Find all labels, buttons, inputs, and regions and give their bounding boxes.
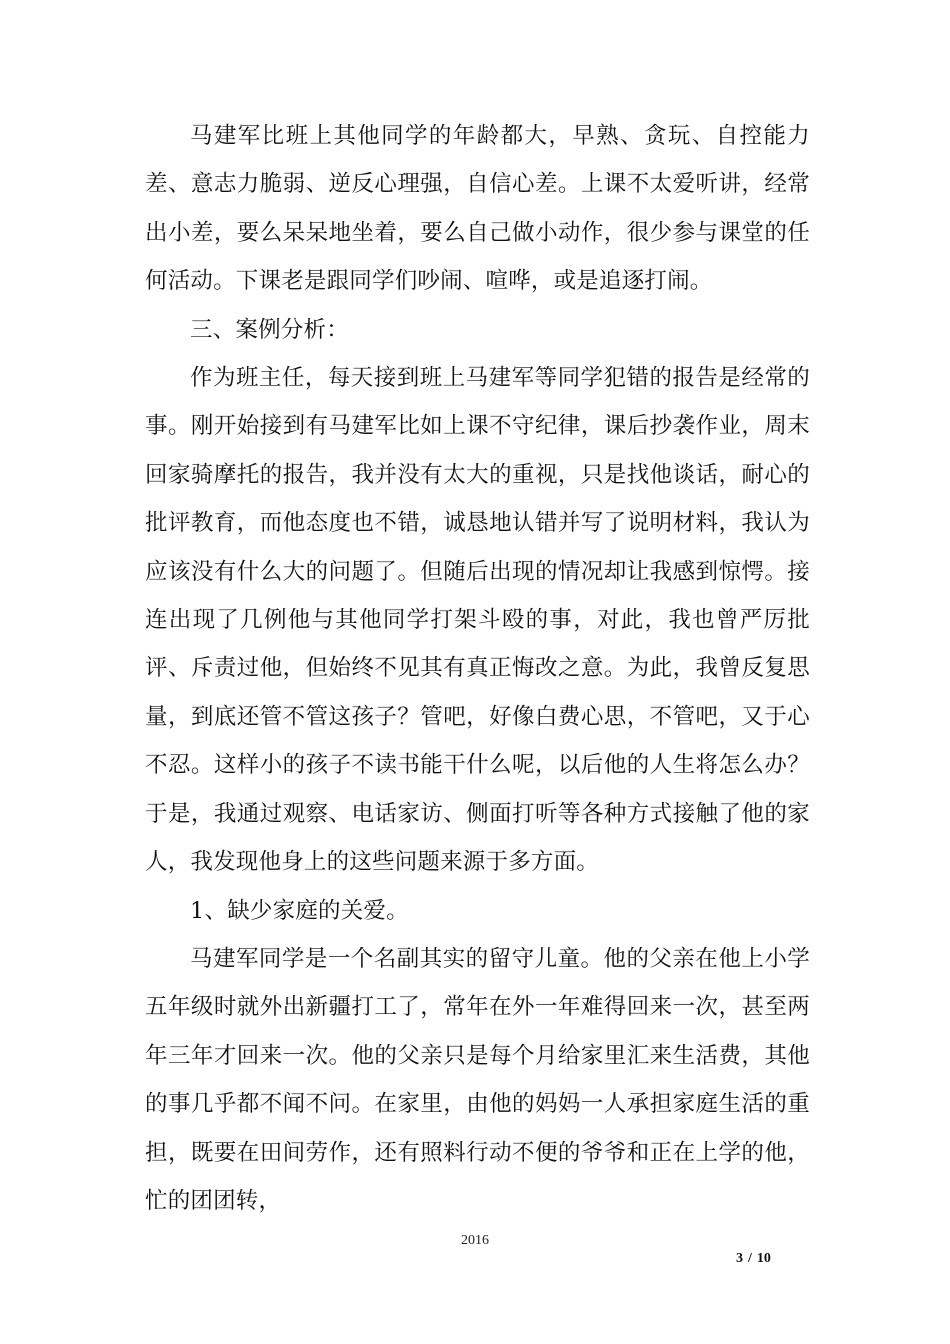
paragraph-student-description: 马建军比班上其他同学的年龄都大，早熟、贪玩、自控能力差、意志力脆弱、逆反心理强，自信心差。上课不太爱听讲，经常出小差，要么呆呆地坐着，要么自己做小动作，很少参与课堂的任何活动。下课老是跟同学们吵闹、喧哗，或是追逐打闹。 [145, 123, 810, 295]
footer-year: 2016 [461, 1233, 489, 1248]
document-body [145, 112, 810, 1225]
paragraph-left-behind-child: 马建军同学是一个名副其实的留守儿童。他的父亲在他上小学五年级时就外出新疆打工了，常年在外一年难得回来一次，甚至两年三年才回来一次。他的父亲只是每个月给家里汇来生活费，其他的事几乎都不闻不问。在家里，由他的妈妈一人承担家庭生活的重担，既要在田间劳作，还有照料行动不便的爷爷和正在上学的他，忙的团团转， [145, 945, 810, 1214]
page-total: 10 [756, 1251, 771, 1266]
paragraph-case-analysis: 作为班主任，每天接到班上马建军等同学犯错的报告是经常的事。刚开始接到有马建军比如上课不守纪律，课后抄袭作业，周末回家骑摩托的报告，我并没有太大的重视，只是找他谈话，耐心的批评教育，而他态度也不错，诚恳地认错并写了说明材料，我认为应该没有什么大的问题了。但随后出现的情况却让我感到惊愕。接连出现了几例他与其他同学打架斗殴的事，对此，我也曾严厉批评、斥责过他，但始终不见其有真正悔改之意。为此，我曾反复思量，到底还管不管这孩子？管吧，好像白费心思，不管吧，又于心不忍。这样小的孩子不读书能干什么呢，以后他的人生将怎么办？ 于是，我通过观察、电话家访、侧面打听等各种方式接触了他的家人，我发现他身上的这些问题来源于多方面。 [145, 365, 810, 876]
subheading-lack-of-family-care: 1、缺少家庭的关爱。 [190, 897, 409, 924]
page-current: 3 [736, 1251, 743, 1266]
section-heading-case-analysis: 三、案例分析： [190, 316, 349, 343]
page-separator: / [748, 1251, 752, 1266]
page-number [736, 1251, 771, 1267]
